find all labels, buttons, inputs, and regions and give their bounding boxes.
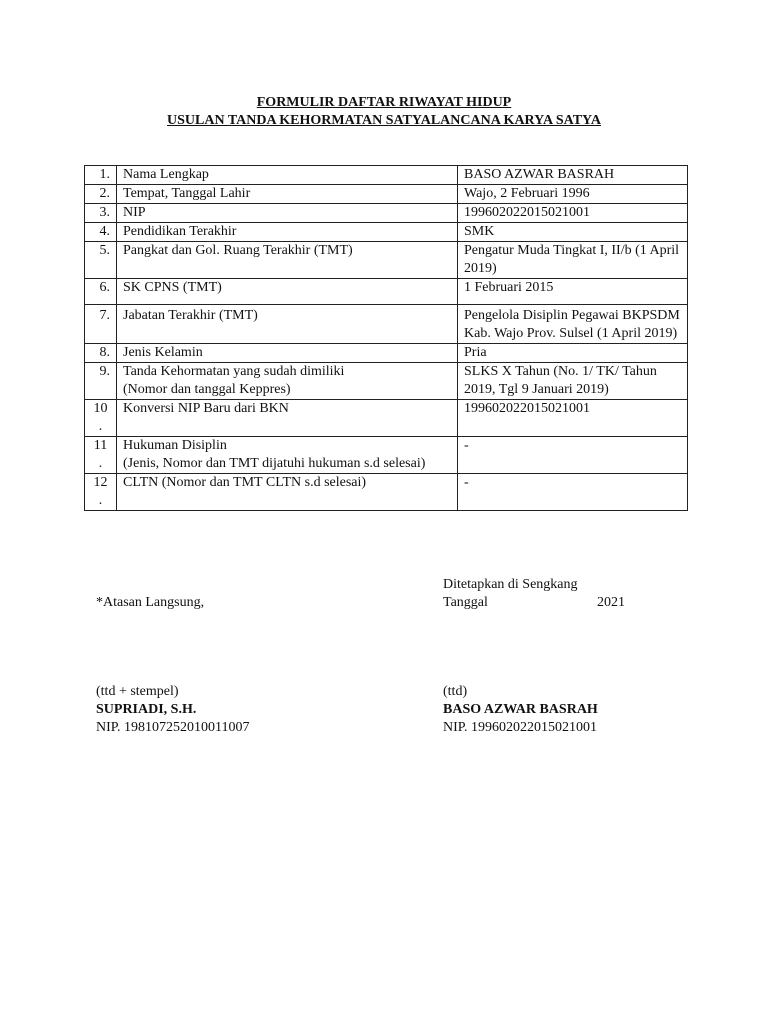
- row-label: Tanda Kehormatan yang sudah dimiliki: [123, 364, 345, 379]
- row-number: 4.: [85, 223, 117, 242]
- table-row: [85, 223, 688, 242]
- place-label: Ditetapkan di Sengkang: [443, 577, 578, 592]
- row-number-cell: [85, 437, 117, 474]
- superior-role: *Atasan Langsung,: [96, 595, 205, 610]
- row-value: Wajo, 2 Februari 1996: [458, 185, 688, 204]
- table-row: [85, 242, 688, 279]
- table-row: [85, 344, 688, 363]
- row-number: 9.: [85, 363, 117, 400]
- row-value: Pengelola Disiplin Pegawai BKPSDM Kab. Wajo Prov. Sulsel (1 April 2019): [458, 305, 688, 344]
- row-number-cell: [85, 474, 117, 511]
- table-row: [85, 185, 688, 204]
- table-row: [85, 474, 688, 511]
- table-row: [85, 305, 688, 344]
- row-number: 5.: [85, 242, 117, 279]
- row-number: 8.: [85, 344, 117, 363]
- left-sign-note: (ttd + stempel): [96, 684, 179, 699]
- row-value: 199602022015021001: [458, 400, 688, 437]
- row-number-dot: .: [98, 493, 103, 508]
- table-row: [85, 363, 688, 400]
- row-number: 3.: [85, 204, 117, 223]
- row-label: SK CPNS (TMT): [117, 279, 458, 305]
- right-signer-nip: NIP. 199602022015021001: [443, 720, 598, 735]
- date-label: Tanggal: [443, 595, 488, 610]
- row-label: Jenis Kelamin: [117, 344, 458, 363]
- row-label: Pangkat dan Gol. Ruang Terakhir (TMT): [117, 242, 458, 279]
- left-signer-name: SUPRIADI, S.H.: [96, 702, 197, 717]
- row-value: SMK: [458, 223, 688, 242]
- row-value: Pria: [458, 344, 688, 363]
- row-number: 12: [93, 475, 108, 490]
- date-year: 2021: [597, 595, 625, 610]
- row-label: Pendidikan Terakhir: [117, 223, 458, 242]
- row-value: -: [458, 437, 688, 474]
- row-label-cell: [117, 363, 458, 400]
- row-label: CLTN (Nomor dan TMT CLTN s.d selesai): [117, 474, 458, 511]
- form-title: FORMULIR DAFTAR RIWAYAT HIDUP: [256, 95, 512, 110]
- row-label: Konversi NIP Baru dari BKN: [117, 400, 458, 437]
- row-value: -: [458, 474, 688, 511]
- row-label-note: (Jenis, Nomor dan TMT dijatuhi hukuman s.d selesai): [123, 456, 426, 471]
- table-row: [85, 204, 688, 223]
- row-number: 7.: [85, 305, 117, 344]
- row-label: Jabatan Terakhir (TMT): [117, 305, 458, 344]
- row-label-cell: [117, 437, 458, 474]
- biodata-table: [84, 165, 688, 511]
- row-number-cell: [85, 400, 117, 437]
- row-number: 10: [93, 401, 108, 416]
- row-value: BASO AZWAR BASRAH: [458, 166, 688, 185]
- row-number: 2.: [85, 185, 117, 204]
- table-row: [85, 166, 688, 185]
- right-signer-name: BASO AZWAR BASRAH: [443, 702, 598, 717]
- row-number: 11: [93, 438, 108, 453]
- row-value: Pengatur Muda Tingkat I, II/b (1 April 2019): [458, 242, 688, 279]
- table-row: [85, 400, 688, 437]
- table-row: [85, 437, 688, 474]
- table-row: [85, 279, 688, 305]
- row-label: Hukuman Disiplin: [123, 438, 227, 453]
- form-subtitle: USULAN TANDA KEHORMATAN SATYALANCANA KARYA SATYA: [167, 113, 601, 128]
- left-signer-nip: NIP. 198107252010011007: [96, 720, 250, 735]
- row-number: 1.: [85, 166, 117, 185]
- row-label: Nama Lengkap: [117, 166, 458, 185]
- row-value: SLKS X Tahun (No. 1/ TK/ Tahun 2019, Tgl 9 Januari 2019): [458, 363, 688, 400]
- row-value: 1 Februari 2015: [458, 279, 688, 305]
- row-number-dot: .: [98, 456, 103, 471]
- row-label: Tempat, Tanggal Lahir: [117, 185, 458, 204]
- row-number: 6.: [85, 279, 117, 305]
- right-sign-note: (ttd): [443, 684, 468, 699]
- row-value: 199602022015021001: [458, 204, 688, 223]
- row-label: NIP: [117, 204, 458, 223]
- row-number-dot: .: [98, 419, 103, 434]
- row-label-note: (Nomor dan tanggal Keppres): [123, 382, 291, 397]
